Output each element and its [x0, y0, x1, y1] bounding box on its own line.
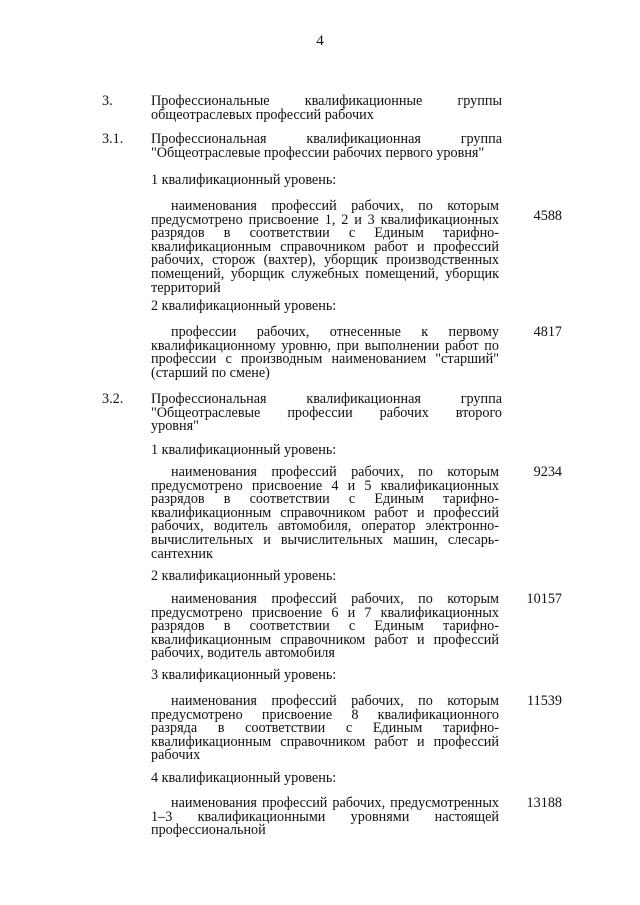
section-title — [151, 95, 502, 122]
section-number: 3. — [102, 93, 113, 109]
section-title — [151, 133, 502, 160]
section-title-line: Профессиональная квалификационная группа — [151, 391, 502, 407]
description-text: наименования профессий рабочих, по которым предусмотрено присвоение 1, 2 и 3 квалификационных разрядов в соответствии с Единым тарифно-квалификационным справочником работ и профессий рабочих, сторож (вахтер), уборщик производственных помещений, уборщик служебных помещений, уборщик территорий — [151, 198, 499, 296]
level-amount: 11539 — [527, 693, 562, 709]
level-label: 2 квалификационный уровень: — [151, 298, 337, 314]
section-title — [151, 393, 502, 434]
section-number: 3.2. — [102, 391, 124, 407]
level-label: 1 квалификационный уровень: — [151, 172, 337, 188]
level-label: 1 квалификационный уровень: — [151, 442, 337, 458]
level-description — [151, 466, 499, 561]
level-description — [151, 593, 499, 661]
section-title-line: Профессиональные квалификационные группы — [151, 93, 502, 109]
description-text: профессии рабочих, отнесенные к первому квалификационному уровню, при выполнении работ по профессии с производным наименованием "старший" (старший по смене) — [151, 324, 499, 381]
section-number: 3.1. — [102, 131, 124, 147]
page-number: 4 — [316, 33, 324, 49]
description-text: наименования профессий рабочих, по которым предусмотрено присвоение 6 и 7 квалификационных разрядов в соответствии с Единым тарифно-квалификационным справочником работ и профессий рабочих, водитель автомобиля — [151, 591, 499, 662]
section-title-line: Профессиональная квалификационная группа — [151, 131, 502, 147]
description-text: наименования профессий рабочих, по которым предусмотрено присвоение 8 квалификационного разряда в соответствии с Единым тарифно-квалификационным справочником работ и профессий рабочих — [151, 693, 499, 764]
section-title-line: "Общеотраслевые профессии рабочих второго — [151, 404, 502, 421]
level-amount: 4588 — [533, 208, 562, 224]
section-title-line: "Общеотраслевые профессии рабочих первого уровня" — [151, 144, 485, 161]
level-label: 2 квалификационный уровень: — [151, 568, 337, 584]
level-amount: 9234 — [533, 464, 562, 480]
level-label: 4 квалификационный уровень: — [151, 770, 337, 786]
description-text: наименования профессий рабочих, предусмотренных 1–3 квалификационными уровнями настоящей профессиональной — [151, 795, 499, 839]
level-description — [151, 695, 499, 763]
level-amount: 10157 — [526, 591, 562, 607]
level-description — [151, 200, 499, 295]
level-label: 3 квалификационный уровень: — [151, 667, 337, 683]
level-amount: 4817 — [533, 324, 562, 340]
level-amount: 13188 — [526, 795, 562, 811]
level-description — [151, 326, 499, 380]
level-description — [151, 797, 499, 838]
section-title-line: общеотраслевых профессий рабочих — [151, 106, 374, 123]
description-text: наименования профессий рабочих, по которым предусмотрено присвоение 4 и 5 квалификационных разрядов в соответствии с Единым тарифно-квалификационным справочником работ и профессий рабочих, водитель автомобиля, оператор электронно-вычислительных и вычислительных машин, слесарь-сантехник — [151, 464, 499, 562]
section-title-line: уровня" — [151, 418, 199, 435]
